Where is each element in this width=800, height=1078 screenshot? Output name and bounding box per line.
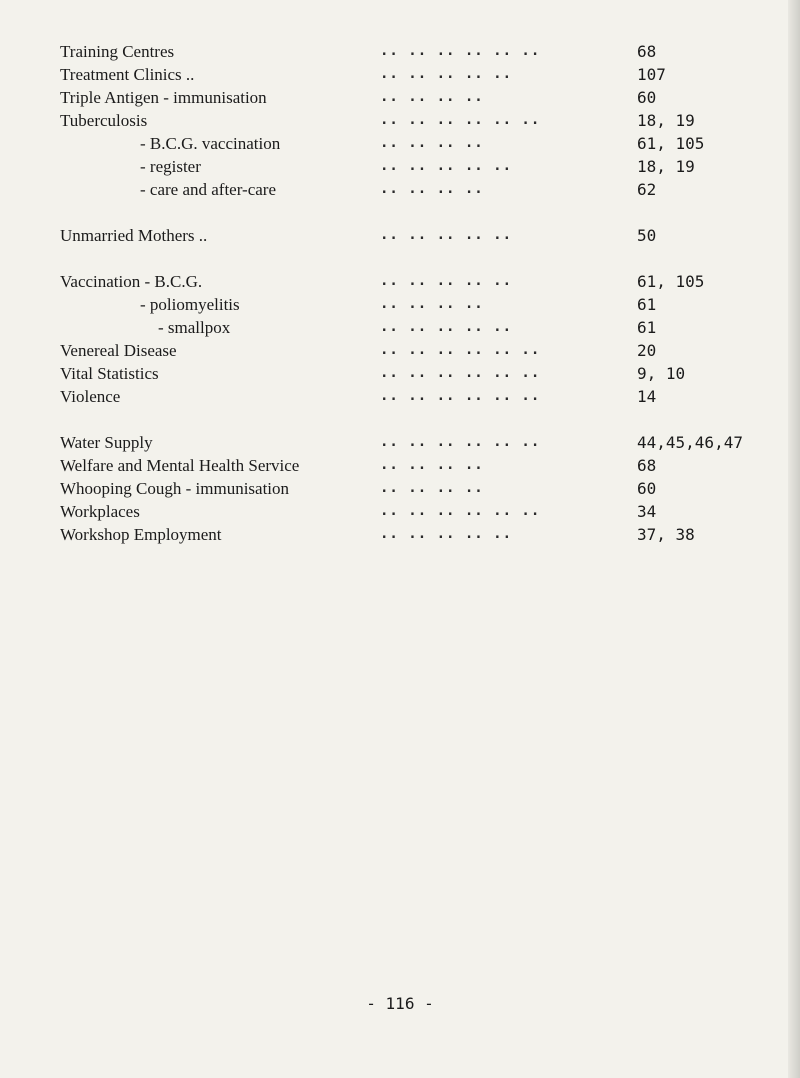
- page-reference: 60: [637, 479, 657, 498]
- page-reference: 60: [637, 88, 657, 107]
- dot-leader: .. .. .. .. .. ..: [380, 112, 541, 128]
- page-edge-shadow: [788, 0, 800, 1078]
- page-reference: 68: [637, 456, 657, 475]
- dot-leader: .. .. .. .. .. ..: [380, 342, 541, 358]
- dot-leader: .. .. .. .. .. ..: [380, 434, 541, 450]
- index-entry: [60, 109, 760, 132]
- index-term: - poliomyelitis: [140, 295, 240, 314]
- index-term: Workplaces: [60, 502, 140, 521]
- section-gap: [60, 408, 760, 431]
- index-term: Welfare and Mental Health Service: [60, 456, 300, 475]
- index-entry: [60, 178, 760, 201]
- section-gap: [60, 247, 760, 270]
- index-entry: [60, 40, 760, 63]
- index-term: Whooping Cough - immunisation: [60, 479, 290, 498]
- dot-leader: .. .. .. ..: [380, 89, 484, 105]
- index-entry: [60, 454, 760, 477]
- page-reference: 68: [637, 42, 657, 61]
- dot-leader: .. .. .. .. ..: [380, 227, 513, 243]
- dot-leader: .. .. .. .. ..: [380, 526, 513, 542]
- dot-leader: .. .. .. ..: [380, 135, 484, 151]
- index-term: Workshop Employment: [60, 525, 222, 544]
- dot-leader: .. .. .. .. ..: [380, 158, 513, 174]
- dot-leader: .. .. .. .. ..: [380, 319, 513, 335]
- index-entry: [60, 385, 760, 408]
- index-entry: [60, 431, 760, 454]
- index-entry: [60, 224, 760, 247]
- page-reference: 37, 38: [637, 525, 695, 544]
- index-entry: [60, 270, 760, 293]
- index-term: Venereal Disease: [60, 341, 177, 360]
- page-number: - 116 -: [366, 994, 434, 1013]
- index-term: Unmarried Mothers ..: [60, 226, 208, 245]
- index-term: - B.C.G. vaccination: [140, 134, 281, 153]
- dot-leader: .. .. .. ..: [380, 181, 484, 197]
- index-entry: [60, 523, 760, 546]
- dot-leader: .. .. .. .. .. ..: [380, 503, 541, 519]
- index-term: Triple Antigen - immunisation: [60, 88, 267, 107]
- dot-leader: .. .. .. .. .. ..: [380, 388, 541, 404]
- page-reference: 61, 105: [637, 272, 705, 291]
- index-term: Vital Statistics: [60, 364, 159, 383]
- index-term: - smallpox: [158, 318, 231, 337]
- page-reference: 61, 105: [637, 134, 705, 153]
- dot-leader: .. .. .. .. .. ..: [380, 365, 541, 381]
- index-entry: [60, 132, 760, 155]
- page-reference: 61: [637, 318, 657, 337]
- index-term: Treatment Clinics ..: [60, 65, 195, 84]
- index-entry: [60, 155, 760, 178]
- page-reference: 61: [637, 295, 657, 314]
- index-term: Training Centres: [60, 42, 175, 61]
- page-reference: 107: [637, 65, 666, 84]
- page-reference: 44,45,46,47: [637, 433, 743, 452]
- index-term: Water Supply: [60, 433, 153, 452]
- page-reference: 20: [637, 341, 657, 360]
- page-reference: 62: [637, 180, 657, 199]
- index-entry: [60, 500, 760, 523]
- index-entry: [60, 316, 760, 339]
- dot-leader: .. .. .. .. ..: [380, 66, 513, 82]
- index-entry: [60, 86, 760, 109]
- dot-leader: .. .. .. .. .. ..: [380, 43, 541, 59]
- dot-leader: .. .. .. ..: [380, 457, 484, 473]
- page-reference: 18, 19: [637, 157, 695, 176]
- index-term: - register: [140, 157, 201, 176]
- page-reference: 18, 19: [637, 111, 695, 130]
- index-list: [60, 40, 760, 546]
- index-term: - care and after-care: [140, 180, 277, 199]
- page-reference: 9, 10: [637, 364, 686, 383]
- dot-leader: .. .. .. ..: [380, 480, 484, 496]
- index-entry: [60, 477, 760, 500]
- index-entry: [60, 63, 760, 86]
- dot-leader: .. .. .. ..: [380, 296, 484, 312]
- page-reference: 50: [637, 226, 657, 245]
- index-term: Tuberculosis: [60, 111, 148, 130]
- index-entry: [60, 362, 760, 385]
- section-gap: [60, 201, 760, 224]
- index-term: Violence: [60, 387, 121, 406]
- index-entry: [60, 293, 760, 316]
- page-reference: 14: [637, 387, 657, 406]
- page-reference: 34: [637, 502, 657, 521]
- index-entry: [60, 339, 760, 362]
- index-term: Vaccination - B.C.G.: [60, 272, 203, 291]
- dot-leader: .. .. .. .. ..: [380, 273, 513, 289]
